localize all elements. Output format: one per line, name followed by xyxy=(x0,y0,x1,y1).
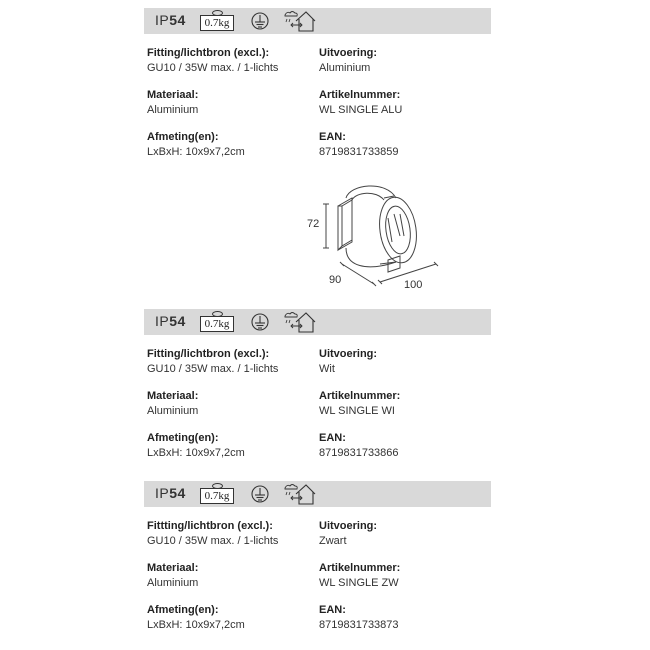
spec-header-bar xyxy=(144,309,491,335)
uitvoering-label: Uitvoering: xyxy=(319,348,378,360)
uitvoering-value: Zwart xyxy=(319,535,347,547)
fitting-value: GU10 / 35W max. / 1-lichts xyxy=(147,363,279,375)
ip-rating: IP54 xyxy=(155,485,186,501)
ean-value: 8719831733866 xyxy=(319,447,399,459)
depth-dimension-label: 90 xyxy=(329,274,342,286)
spec-block-wit xyxy=(144,309,491,469)
spec-header-bar xyxy=(144,8,491,34)
uitvoering-label: Uitvoering: xyxy=(319,520,378,532)
ean-value: 8719831733873 xyxy=(319,619,399,631)
earth-ground-icon xyxy=(251,11,269,31)
afmeting-value: LxBxH: 10x9x7,2cm xyxy=(147,447,245,459)
ip-rating: IP54 xyxy=(155,313,186,329)
artikelnummer-value: WL SINGLE WI xyxy=(319,405,395,417)
spec-header-bar xyxy=(144,481,491,507)
weight-icon: 0.7kg xyxy=(200,10,234,32)
width-dimension-label: 100 xyxy=(404,279,423,291)
materiaal-label: Materiaal: xyxy=(147,562,199,574)
ip-rating: IP54 xyxy=(155,12,186,28)
afmeting-label: Afmeting(en): xyxy=(147,131,219,143)
spec-block-aluminium xyxy=(144,8,491,168)
fitting-label: Fitting/lichtbron (excl.): xyxy=(147,348,270,360)
indoor-outdoor-house-icon xyxy=(282,310,316,334)
materiaal-value: Aluminium xyxy=(147,577,199,589)
ean-label: EAN: xyxy=(319,131,346,143)
afmeting-value: LxBxH: 10x9x7,2cm xyxy=(147,146,245,158)
indoor-outdoor-house-icon xyxy=(282,9,316,33)
indoor-outdoor-house-icon xyxy=(282,482,316,506)
ean-label: EAN: xyxy=(319,604,346,616)
artikelnummer-label: Artikelnummer: xyxy=(319,89,401,101)
weight-icon: 0.7kg xyxy=(200,483,234,505)
materiaal-value: Aluminium xyxy=(147,104,199,116)
ean-value: 8719831733859 xyxy=(319,146,399,158)
materiaal-label: Materiaal: xyxy=(147,89,199,101)
artikelnummer-label: Artikelnummer: xyxy=(319,562,401,574)
fitting-label: Fittting/lichtbron (excl.): xyxy=(147,520,273,532)
uitvoering-value: Wit xyxy=(319,363,335,375)
earth-ground-icon xyxy=(251,484,269,504)
weight-icon: 0.7kg xyxy=(200,311,234,333)
dimension-drawing xyxy=(296,176,454,296)
fitting-value: GU10 / 35W max. / 1-lichts xyxy=(147,535,279,547)
artikelnummer-value: WL SINGLE ALU xyxy=(319,104,403,116)
artikelnummer-value: WL SINGLE ZW xyxy=(319,577,399,589)
uitvoering-label: Uitvoering: xyxy=(319,47,378,59)
materiaal-value: Aluminium xyxy=(147,405,199,417)
spec-block-zwart xyxy=(144,481,491,641)
earth-ground-icon xyxy=(251,312,269,332)
afmeting-label: Afmeting(en): xyxy=(147,604,219,616)
artikelnummer-label: Artikelnummer: xyxy=(319,390,401,402)
afmeting-label: Afmeting(en): xyxy=(147,432,219,444)
afmeting-value: LxBxH: 10x9x7,2cm xyxy=(147,619,245,631)
wall-light-sketch xyxy=(296,176,454,296)
fitting-label: Fitting/lichtbron (excl.): xyxy=(147,47,270,59)
uitvoering-value: Aluminium xyxy=(319,62,371,74)
materiaal-label: Materiaal: xyxy=(147,390,199,402)
fitting-value: GU10 / 35W max. / 1-lichts xyxy=(147,62,279,74)
ean-label: EAN: xyxy=(319,432,346,444)
height-dimension-label: 72 xyxy=(307,218,320,230)
